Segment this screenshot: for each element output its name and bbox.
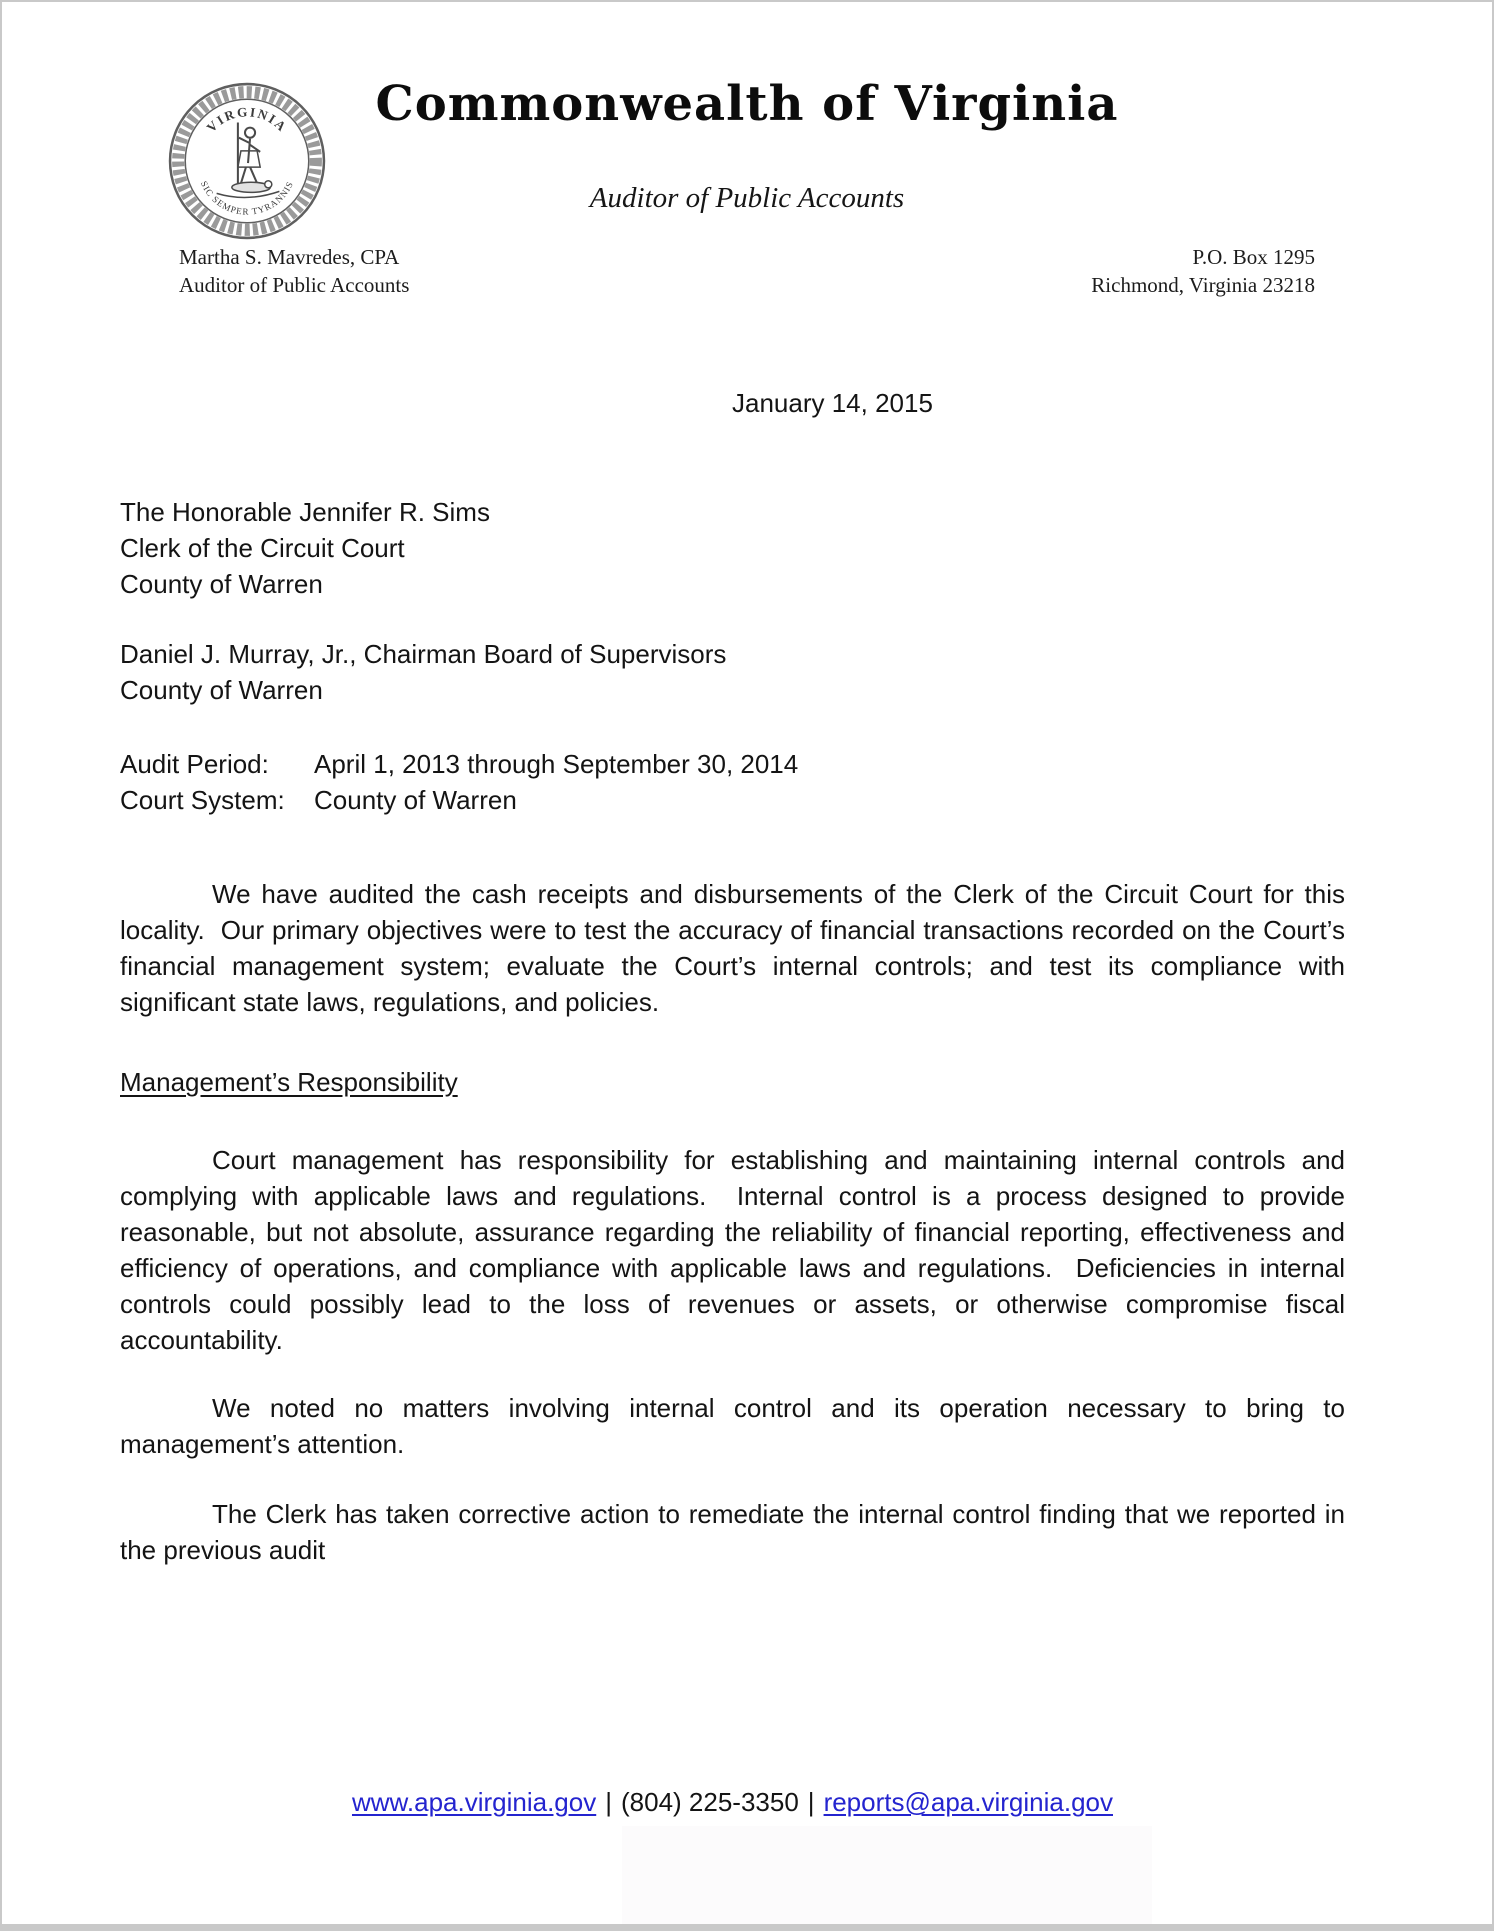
website-link[interactable]: www.apa.virginia.gov <box>351 1787 597 1817</box>
footer-separator: | <box>605 1787 612 1817</box>
letter-date: January 14, 2015 <box>732 388 933 418</box>
footer-phone: (804) 225-3350 <box>620 1787 799 1817</box>
office-address-block <box>1091 243 1315 299</box>
section-heading-managements-responsibility: Management’s Responsibility <box>120 1067 458 1097</box>
recipient-block-2 <box>120 636 1345 708</box>
address-line-2: Richmond, Virginia 23218 <box>1091 273 1315 297</box>
paragraph-audit-scope: We have audited the cash receipts and disbursements of the Clerk of the Circuit Court for this locality. Our primary objectives were to test the accuracy of financial transactions recorded on the Court’s financial management system; evaluate the Court’s internal controls; and test its compliance with significant state laws, regulations, and policies. <box>120 879 1353 1017</box>
paragraph-management-responsibility: Court management has responsibility for establishing and maintaining internal controls and complying with applicable laws and regulations. Internal control is a process designed to provide reasonable, but not absolute, assurance regarding the reliability of financial reporting, effectiveness and efficiency of operations, and compliance with applicable laws and regulations. Deficiencies in internal controls could possibly lead to the loss of revenues or assets, or otherwise compromise fiscal accountability. <box>120 1145 1353 1355</box>
agency-subtitle: Auditor of Public Accounts <box>589 182 905 214</box>
recipient-name: The Honorable Jennifer R. Sims <box>120 497 490 527</box>
footer-contact <box>120 1784 1345 1820</box>
seal-top-text: VIRGINIA <box>203 104 291 136</box>
email-link[interactable]: reports@apa.virginia.gov <box>823 1787 1113 1817</box>
recipient-title: Clerk of the Circuit Court <box>120 533 405 563</box>
audit-period-row <box>120 746 1345 782</box>
recipient-name: Daniel J. Murray, Jr., Chairman Board of Supervisors <box>120 639 727 669</box>
official-title: Auditor of Public Accounts <box>179 273 410 297</box>
paragraph-corrective-action: The Clerk has taken corrective action to remediate the internal control finding that we reported in the previous audit <box>120 1499 1353 1565</box>
address-line-1: P.O. Box 1295 <box>1192 245 1315 269</box>
agency-title: Commonwealth of Virginia <box>375 76 1119 132</box>
scan-artifact-band <box>622 1826 1152 1926</box>
audit-info-block <box>120 746 1345 818</box>
court-system-value: County of Warren <box>314 785 517 815</box>
audit-period-label: Audit Period: <box>120 749 269 779</box>
recipient-locality: County of Warren <box>120 569 323 599</box>
official-name: Martha S. Mavredes, CPA <box>179 245 400 269</box>
court-system-label: Court System: <box>120 785 285 815</box>
paragraph-no-matters-noted: We noted no matters involving internal control and its operation necessary to bring to management’s attention. <box>120 1393 1353 1459</box>
audit-period-value: April 1, 2013 through September 30, 2014 <box>314 749 799 779</box>
official-block <box>179 243 409 299</box>
footer-separator: | <box>807 1787 815 1817</box>
court-system-row <box>120 782 1345 818</box>
recipient-block-1 <box>120 494 1345 602</box>
seal-bottom-text: SIC SEMPER TYRANNIS <box>198 179 296 217</box>
recipient-locality: County of Warren <box>120 675 323 705</box>
